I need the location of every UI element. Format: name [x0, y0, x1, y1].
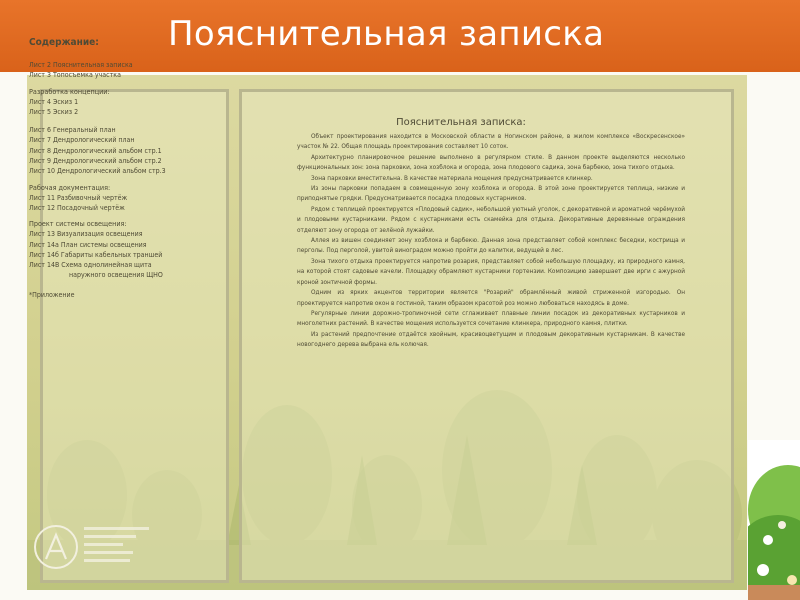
contents-group: [16, 87, 196, 118]
note-paragraph: Из зоны парковки попадаем в совмещенную зону хозблока и огорода. В этой зоне проектируется теплица, низкие и приподнятые грядки. Предусматривается посадка плодовых кустарников.: [297, 184, 685, 203]
contents-group-title: Проект системы освещения:: [29, 219, 127, 229]
note-body: [297, 131, 685, 350]
logo-circle-icon: [34, 525, 78, 569]
studio-logo: [34, 525, 146, 575]
contents-item: Лист 8 Дендрологический альбом стр.1: [29, 146, 162, 155]
contents-heading: Содержание:: [29, 37, 99, 48]
note-paragraph: Зона тихого отдыха проектируется напротив розария, представляет собой небольшую площадку, из природного камня, на которой стоят садовые качели. Площадку обрамляют кустарники гортензии. Композицию завершает две ирги с ажурной кроной зонтичной формы.: [297, 256, 685, 286]
note-paragraph: Регулярные линии дорожно-тропиночной сети сглаживает плавные линии посадок из декоративных кустарников и многолетних растений. В качестве мощения используется сочетание клинкера, природного камня, плитки.: [297, 308, 685, 328]
contents-item: Лист 3 Топосъемка участка: [29, 71, 121, 80]
logo-contact-lines: [84, 527, 149, 567]
contents-item: Лист 7 Дендрологический план: [29, 136, 135, 145]
note-paragraph: Аллея из вишен соединяет зону хозблока и барбекю. Данная зона представляет собой комплекс беседки, кострища и перголы. Под перголой, увитой виноградом можно пройти до калитки, ведущей в лес.: [297, 236, 685, 255]
note-paragraph: Объект проектирования находится в Московской области в Ногинском районе, в жилом комплексе «Воскресенское» участок № 22. Общая площадь проектирования составляет 10 соток.: [297, 132, 685, 151]
contents-list: [16, 28, 196, 299]
contents-item: Лист 6 Генеральный план: [29, 126, 116, 135]
contents-item: Лист 14а План системы освещения: [29, 240, 147, 249]
note-heading: Пояснительная записка:: [396, 117, 526, 128]
note-paragraph: Рядом с теплицей проектируется «Плодовый садик», небольшой уютный уголок, с декоративной и ароматной черёмухой и плодовыми кустарниками. Рядом с кустарниками есть скамейка для отдыха. Декоративные деревянные ограждения отделяют зону огорода от зелёной лужайки.: [297, 204, 685, 234]
contents-item: Лист 4 Эскиз 1: [29, 97, 79, 106]
contents-group-title: Рабочая документация:: [29, 182, 111, 192]
note-paragraph: Из растений предпочтение отдаётся хвойным, красивоцветущим и плодовым декоративным кустарникам. В качестве новогоднего дерева выбрана ель колючая.: [297, 329, 685, 349]
contents-appendix: *Приложение: [29, 290, 75, 299]
contents-group: [16, 219, 196, 280]
note-paragraph: Одним из ярких акцентов территории является "Розарий" обрамлённый живой стриженной изгородью. Он проектируется напротив окон в гостиной, таким образом красотой роз можно любоваться находясь в доме.: [297, 288, 685, 307]
contents-item: Лист 5 Эскиз 2: [29, 107, 79, 116]
contents-item: Лист 14В Схема однолинейная щита: [29, 261, 152, 270]
slide-title: Пояснительная записка: [168, 14, 605, 54]
note-paragraph: Зона парковки вместительна. В качестве материала мощения предусматривается клинкер.: [311, 173, 593, 182]
contents-group: [16, 125, 196, 176]
contents-item: Лист 2 Пояснительная записка: [29, 61, 133, 69]
contents-item: Лист 11 Разбивочный чертёж: [29, 193, 128, 202]
note-paragraph: Архитектурно планировочное решение выполнено в регулярном стиле. В данном проекте выделяются несколько функциональных зон: зона парковки, зона хозблока и огорода, зона плодового садика, зона барбекю, зона тихого отдыха.: [297, 152, 685, 172]
contents-group-title: Разработка концепции:: [29, 86, 110, 96]
contents-group: [16, 60, 196, 81]
contents-item: Лист 9 Дендрологический альбом стр.2: [29, 157, 162, 166]
contents-group: [16, 183, 196, 214]
contents-item: Лист 10 Дендрологический альбом стр.3: [29, 167, 166, 176]
contents-item: наружного освещения ЩНО: [69, 271, 163, 280]
contents-item: Лист 12 Посадочный чертёж: [29, 203, 125, 212]
contents-item: Лист 14б Габариты кабельных траншей: [29, 250, 163, 259]
contents-item: Лист 13 Визуализация освещения: [29, 230, 143, 239]
garden-photo-decoration: [748, 440, 800, 600]
